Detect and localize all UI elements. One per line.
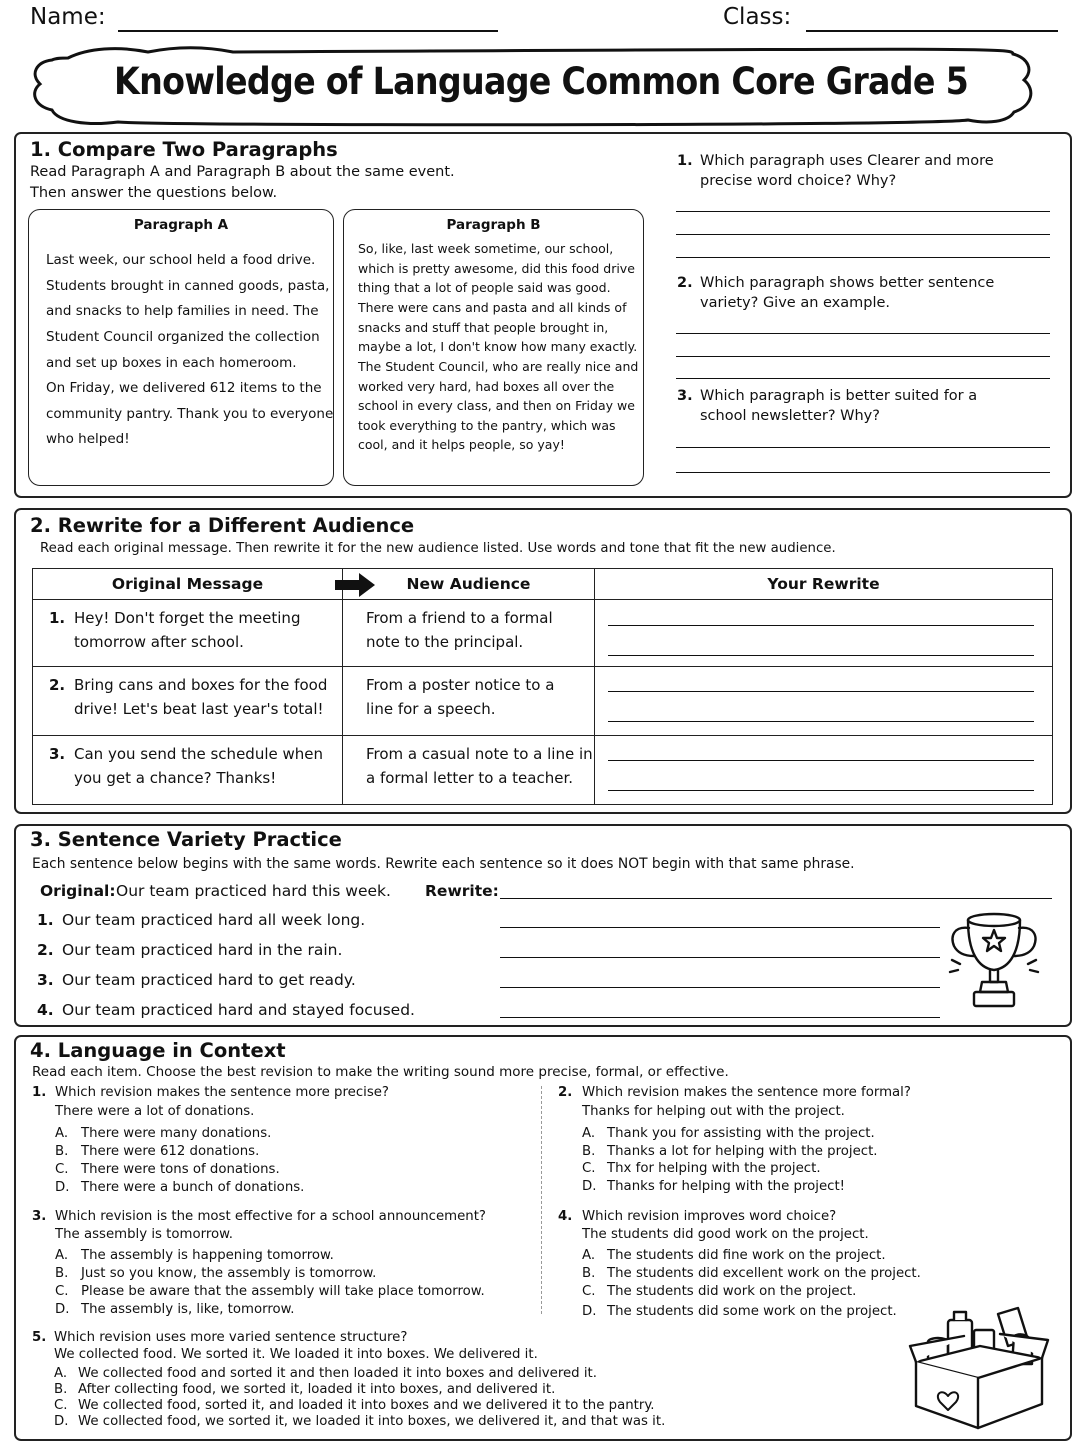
option-text[interactable]: The assembly is, like, tomorrow. (81, 1302, 295, 1317)
sentence-item: Our team practiced hard in the rain. (62, 941, 343, 959)
rewrite-line[interactable] (500, 927, 940, 928)
paragraph-a-heading: Paragraph A (133, 217, 229, 233)
rewrite-line[interactable] (608, 760, 1034, 761)
s1-question-2-text: variety? Give an example. (700, 295, 891, 311)
question-number: 2. (558, 1085, 573, 1100)
new-audience: line for a speech. (366, 700, 496, 718)
option-letter[interactable]: D. (54, 1414, 69, 1429)
option-letter[interactable]: B. (582, 1144, 596, 1159)
paragraph-a-line: Last week, our school held a food drive. (46, 252, 316, 268)
table-row (33, 667, 1053, 736)
original-message: Hey! Don't forget the meeting (74, 609, 301, 627)
question-number: 3. (32, 1209, 47, 1224)
table-row (33, 736, 1053, 805)
section2-title: 2. Rewrite for a Different Audience (30, 514, 415, 537)
option-text[interactable]: Thx for helping with the project. (607, 1161, 821, 1176)
option-letter[interactable]: B. (55, 1266, 69, 1281)
option-letter[interactable]: D. (55, 1180, 70, 1195)
s1-question-1-text: precise word choice? Why? (700, 173, 897, 189)
column-header-audience (343, 569, 595, 600)
name-line[interactable] (118, 30, 498, 32)
option-text[interactable]: There were many donations. (81, 1126, 272, 1141)
question-original: We collected food. We sorted it. We loaded it into boxes. We delivered it. (54, 1347, 538, 1362)
option-text[interactable]: There were 612 donations. (81, 1144, 260, 1159)
question-prompt: Which revision makes the sentence more precise? (55, 1085, 389, 1100)
paragraph-a-line: community pantry. Thank you to everyone (46, 406, 334, 422)
paragraph-b-line: school in every class, and then on Friday we (358, 398, 635, 413)
item-number: 1. (37, 911, 54, 929)
original-message: drive! Let's beat last year's total! (74, 700, 324, 718)
section1-instructions-line1: Read Paragraph A and Paragraph B about the same event. (30, 164, 455, 180)
new-audience: From a poster notice to a (366, 676, 555, 694)
rewrite-line[interactable] (608, 655, 1034, 656)
question-number: 4. (558, 1209, 573, 1224)
option-text[interactable]: The assembly is happening tomorrow. (81, 1248, 334, 1263)
class-line[interactable] (806, 30, 1058, 32)
section3-instructions: Each sentence below begins with the same words. Rewrite each sentence so it does NOT begin with that same phrase. (32, 856, 855, 872)
answer-line[interactable] (676, 356, 1050, 357)
paragraph-a-line: Students brought in canned goods, pasta, (46, 278, 330, 294)
option-letter[interactable]: C. (55, 1162, 69, 1177)
s1-question-2-number: 2. (677, 275, 693, 291)
rewrite-table (32, 568, 1053, 805)
rewrite-line[interactable] (500, 898, 1052, 899)
option-text[interactable]: Thanks a lot for helping with the project. (607, 1144, 878, 1159)
s1-question-3-text: school newsletter? Why? (700, 408, 880, 424)
original-message: Can you send the schedule when (74, 745, 323, 763)
paragraph-b-line: worked very hard, had boxes all over the (358, 379, 615, 394)
option-letter[interactable]: D. (582, 1304, 597, 1319)
s1-question-1-number: 1. (677, 153, 693, 169)
option-letter[interactable]: B. (54, 1382, 68, 1397)
trophy-icon (948, 910, 1040, 1014)
row-number: 1. (49, 609, 66, 627)
option-text[interactable]: The students did excellent work on the project. (607, 1266, 921, 1281)
column-header-audience-label: New Audience (406, 575, 531, 593)
rewrite-line[interactable] (500, 957, 940, 958)
section2-instructions: Read each original message. Then rewrite it for the new audience listed. Use words and tone that fit the new audience. (40, 541, 836, 556)
option-letter[interactable]: D. (582, 1179, 597, 1194)
option-letter[interactable]: A. (582, 1126, 596, 1141)
option-letter[interactable]: B. (582, 1266, 596, 1281)
answer-line[interactable] (676, 333, 1050, 334)
s1-question-1-text: Which paragraph uses Clearer and more (700, 153, 994, 169)
question-original: There were a lot of donations. (55, 1104, 255, 1119)
paragraph-b-line: So, like, last week sometime, our school, (358, 241, 614, 256)
new-audience: From a friend to a formal (366, 609, 553, 627)
paragraph-b-line: There were cans and pasta and all kinds of (358, 300, 627, 315)
section4-instructions: Read each item. Choose the best revision to make the writing sound more precise, formal, or effective. (32, 1064, 729, 1080)
paragraph-b-line: took everything to the pantry, which was (358, 418, 616, 433)
question-original: The assembly is tomorrow. (55, 1227, 234, 1242)
rewrite-line[interactable] (608, 625, 1034, 626)
sentence-item: Our team practiced hard to get ready. (62, 971, 356, 989)
option-letter[interactable]: C. (54, 1398, 68, 1413)
answer-line[interactable] (676, 234, 1050, 235)
answer-line[interactable] (676, 447, 1050, 448)
original-sentence: Our team practiced hard this week. (116, 882, 391, 900)
option-letter[interactable]: A. (55, 1248, 69, 1263)
option-letter[interactable]: C. (582, 1284, 596, 1299)
question-number: 1. (32, 1085, 47, 1100)
question-prompt: Which revision improves word choice? (582, 1209, 837, 1224)
question-number: 5. (32, 1330, 47, 1345)
paragraph-a-line: Student Council organized the collection (46, 329, 320, 345)
item-number: 2. (37, 941, 54, 959)
option-text[interactable]: The students did work on the project. (607, 1284, 857, 1299)
sentence-item: Our team practiced hard and stayed focused. (62, 1001, 415, 1019)
paragraph-b-line: which is pretty awesome, did this food drive (358, 261, 635, 276)
column-header-original: Original Message (33, 569, 343, 600)
rewrite-line[interactable] (608, 691, 1034, 692)
paragraph-b-line: snacks and stuff that people brought in, (358, 320, 609, 335)
row-number: 2. (49, 676, 66, 694)
paragraph-b-heading: Paragraph B (446, 217, 541, 233)
answer-line[interactable] (676, 211, 1050, 212)
paragraph-a-line: who helped! (46, 431, 130, 447)
original-message: you get a chance? Thanks! (74, 769, 277, 787)
paragraph-b-line: The Student Council, who are really nice and (358, 359, 639, 374)
rewrite-line[interactable] (608, 721, 1034, 722)
paragraph-a-line: and snacks to help families in need. The (46, 303, 319, 319)
option-text[interactable]: Just so you know, the assembly is tomorrow. (81, 1266, 377, 1281)
section4-title: 4. Language in Context (30, 1039, 286, 1062)
option-letter[interactable]: D. (55, 1302, 70, 1317)
question-original: The students did good work on the project. (582, 1227, 869, 1242)
sentence-item: Our team practiced hard all week long. (62, 911, 366, 929)
option-letter[interactable]: A. (582, 1248, 596, 1263)
s1-question-3-text: Which paragraph is better suited for a (700, 388, 978, 404)
section1-instructions-line2: Then answer the questions below. (30, 185, 278, 201)
rewrite-line[interactable] (608, 790, 1034, 791)
option-text[interactable]: Thanks for helping with the project! (607, 1179, 845, 1194)
option-text[interactable]: The students did some work on the project. (607, 1304, 897, 1319)
option-text[interactable]: We collected food, we sorted it, we loaded it into boxes, we delivered it, and that was it. (78, 1414, 666, 1429)
option-letter[interactable]: B. (55, 1144, 69, 1159)
section1-title: 1. Compare Two Paragraphs (30, 138, 338, 161)
option-letter[interactable]: C. (582, 1161, 596, 1176)
rewrite-line[interactable] (500, 1017, 940, 1018)
paragraph-b-line: maybe a lot, I don't know how many exactly. (358, 339, 638, 354)
original-message: Bring cans and boxes for the food (74, 676, 328, 694)
new-audience: From a casual note to a line in (366, 745, 593, 763)
food-donation-box-icon (908, 1306, 1050, 1432)
option-letter[interactable]: A. (55, 1126, 69, 1141)
rewrite-label: Rewrite: (425, 882, 499, 900)
column-divider (541, 1086, 542, 1314)
class-label: Class: (723, 4, 792, 30)
original-label: Original: (40, 882, 116, 900)
option-text[interactable]: There were tons of donations. (81, 1162, 280, 1177)
arrow-right-icon (335, 573, 377, 597)
option-text[interactable]: Thank you for assisting with the project. (607, 1126, 875, 1141)
original-message: tomorrow after school. (74, 633, 244, 651)
option-text[interactable]: The students did fine work on the project. (607, 1248, 886, 1263)
option-text[interactable]: After collecting food, we sorted it, loaded it into boxes, and delivered it. (78, 1382, 556, 1397)
answer-line[interactable] (676, 472, 1050, 473)
question-prompt: Which revision makes the sentence more formal? (582, 1085, 911, 1100)
column-header-rewrite: Your Rewrite (595, 569, 1053, 600)
paragraph-b-line: thing that a lot of people said was good. (358, 280, 611, 295)
option-text[interactable]: We collected food, sorted it, and loaded it into boxes and we delivered it to the pantry. (78, 1398, 655, 1413)
question-original: Thanks for helping out with the project. (582, 1104, 845, 1119)
s1-question-2-text: Which paragraph shows better sentence (700, 275, 995, 291)
paragraph-a-line: On Friday, we delivered 612 items to the (46, 380, 322, 396)
rewrite-line[interactable] (500, 987, 940, 988)
page-title: Knowledge of Language Common Core Grade 5 (114, 60, 969, 103)
option-text[interactable]: There were a bunch of donations. (81, 1180, 305, 1195)
question-prompt: Which revision uses more varied sentence structure? (54, 1330, 408, 1345)
option-text[interactable]: Please be aware that the assembly will take place tomorrow. (81, 1284, 485, 1299)
answer-line[interactable] (676, 257, 1050, 258)
answer-line[interactable] (676, 378, 1050, 379)
option-letter[interactable]: A. (54, 1366, 68, 1381)
section3-title: 3. Sentence Variety Practice (30, 828, 342, 851)
option-letter[interactable]: C. (55, 1284, 69, 1299)
paragraph-a-line: and set up boxes in each homeroom. (46, 355, 297, 371)
new-audience: a formal letter to a teacher. (366, 769, 574, 787)
s1-question-3-number: 3. (677, 388, 693, 404)
option-text[interactable]: We collected food and sorted it and then loaded it into boxes and delivered it. (78, 1366, 597, 1381)
row-number: 3. (49, 745, 66, 763)
item-number: 3. (37, 971, 54, 989)
paragraph-b-line: cool, and it helps people, so yay! (358, 437, 565, 452)
new-audience: note to the principal. (366, 633, 524, 651)
table-row (33, 600, 1053, 667)
question-prompt: Which revision is the most effective for a school announcement? (55, 1209, 486, 1224)
name-label: Name: (30, 4, 106, 30)
item-number: 4. (37, 1001, 54, 1019)
